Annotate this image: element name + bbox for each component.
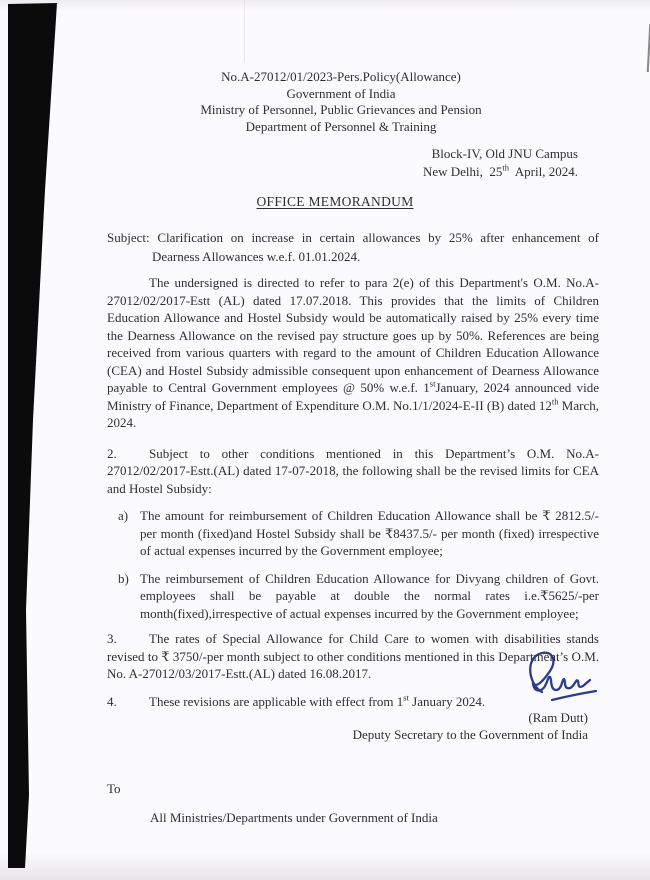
- signature-scribble: [516, 648, 616, 704]
- memo-title: OFFICE MEMORANDUM: [256, 194, 414, 209]
- org-line-ministry: Ministry of Personnel, Public Grievances and Pension: [200, 102, 482, 117]
- subject-line: Subject: Clarification on increase in certain allowances by 25% after enhancement of Dearness Allowances w.e.f. 01.01.2024.: [107, 230, 599, 264]
- ordinal-suffix: st: [429, 378, 436, 389]
- fold-crease: [244, 0, 245, 62]
- ordinal-suffix: th: [551, 396, 559, 407]
- paragraph-1: [107, 274, 599, 432]
- signature-block: [353, 648, 618, 743]
- list-item-a-text: The amount for reimbursement of Children Education Allowance shall be ₹ 2812.5/- per month (fixed)and Hostel Subsidy shall be ₹8437.5/- per month (fixed) irrespective of actual expenses incurred by the Government employee;: [140, 508, 599, 558]
- date-city: New Delhi, 25: [422, 164, 503, 179]
- reference-number: No.A-27012/01/2023-Pers.Policy(Allowance): [221, 69, 461, 84]
- letterhead: [107, 69, 599, 135]
- paragraph-4-text: January 2024.: [408, 693, 486, 709]
- ordinal-suffix: st: [403, 692, 409, 703]
- list-item-a-marker: a): [118, 508, 129, 523]
- list-item-b-marker: b): [118, 570, 129, 586]
- paragraph-1-text: January, 2024 announced vide Ministry of Finance, Department of Expenditure O.M. No.1/1/2024-E-II (B) dated 12: [107, 380, 599, 413]
- org-line-country: Government of India: [286, 85, 396, 101]
- to-label: To: [107, 781, 121, 796]
- scanner-edge-artifact: [0, 0, 62, 880]
- paragraph-4-number: 4.: [107, 693, 117, 709]
- paragraph-4-text: These revisions are applicable with effect from 1: [149, 693, 404, 709]
- list-item-a: [107, 507, 599, 560]
- paragraph-2-number: 2.: [107, 445, 117, 461]
- org-line-department: Department of Personnel & Training: [245, 118, 437, 134]
- paragraph-2: [107, 445, 599, 498]
- paragraph-1-text: The undersigned is directed to refer to para 2(e) of this Department's O.M. No.A-27012/02/2017-Estt (AL) dated 17.07.2018. This provides that the limits of Children Education Allowance and Hostel Subsidy would be automatically raised by 25% every time the Dearness Allowance on the revised pay structure goes up by 50%. References are being received from various quarters with regard to the amount of Children Education Allowance (CEA) and Hostel Subsidy admissible consequent upon enhancement of Dearness Allowance payable to Central Government employees @ 50% w.e.f. 1: [107, 275, 599, 395]
- date-line: [107, 163, 578, 181]
- list-item-b: [107, 570, 599, 623]
- date-ordinal-suffix: th: [502, 162, 510, 173]
- paragraph-1-text: March, 2024.: [107, 397, 599, 430]
- list-item-b-text: The reimbursement of Children Education Allowance for Divyang children of Govt. employees shall be payable at double the normal rates i.e.₹5625/-per month(fixed),irrespective of actual expenses incurred by the Government employee;: [140, 570, 599, 621]
- signatory-name: (Ram Dutt): [528, 710, 588, 725]
- paragraph-2-text: Subject to other conditions mentioned in this Department’s O.M. No.A-27012/02/2017-Estt.(AL) dated 17-07-2018, the following shall be the revised limits for CEA and Hostel Subsidy:: [107, 445, 599, 496]
- date-month-year: April, 2024.: [509, 164, 578, 179]
- address-line: Block-IV, Old JNU Campus: [431, 146, 578, 161]
- paragraph-3-number: 3.: [107, 631, 117, 646]
- paragraph-3-text: The rates of Special Allowance for Child Care to women with disabilities stands revised to ₹ 3750/-per month subject to other conditions mentioned in this Department’s O.M. No. A-27012/03/2017-Estt.(AL) dated 16.08.2017.: [107, 631, 599, 681]
- place-date-block: [107, 145, 599, 181]
- addressee-line: All Ministries/Departments under Government of India: [150, 809, 438, 825]
- signatory-designation: Deputy Secretary to the Government of India: [352, 727, 588, 742]
